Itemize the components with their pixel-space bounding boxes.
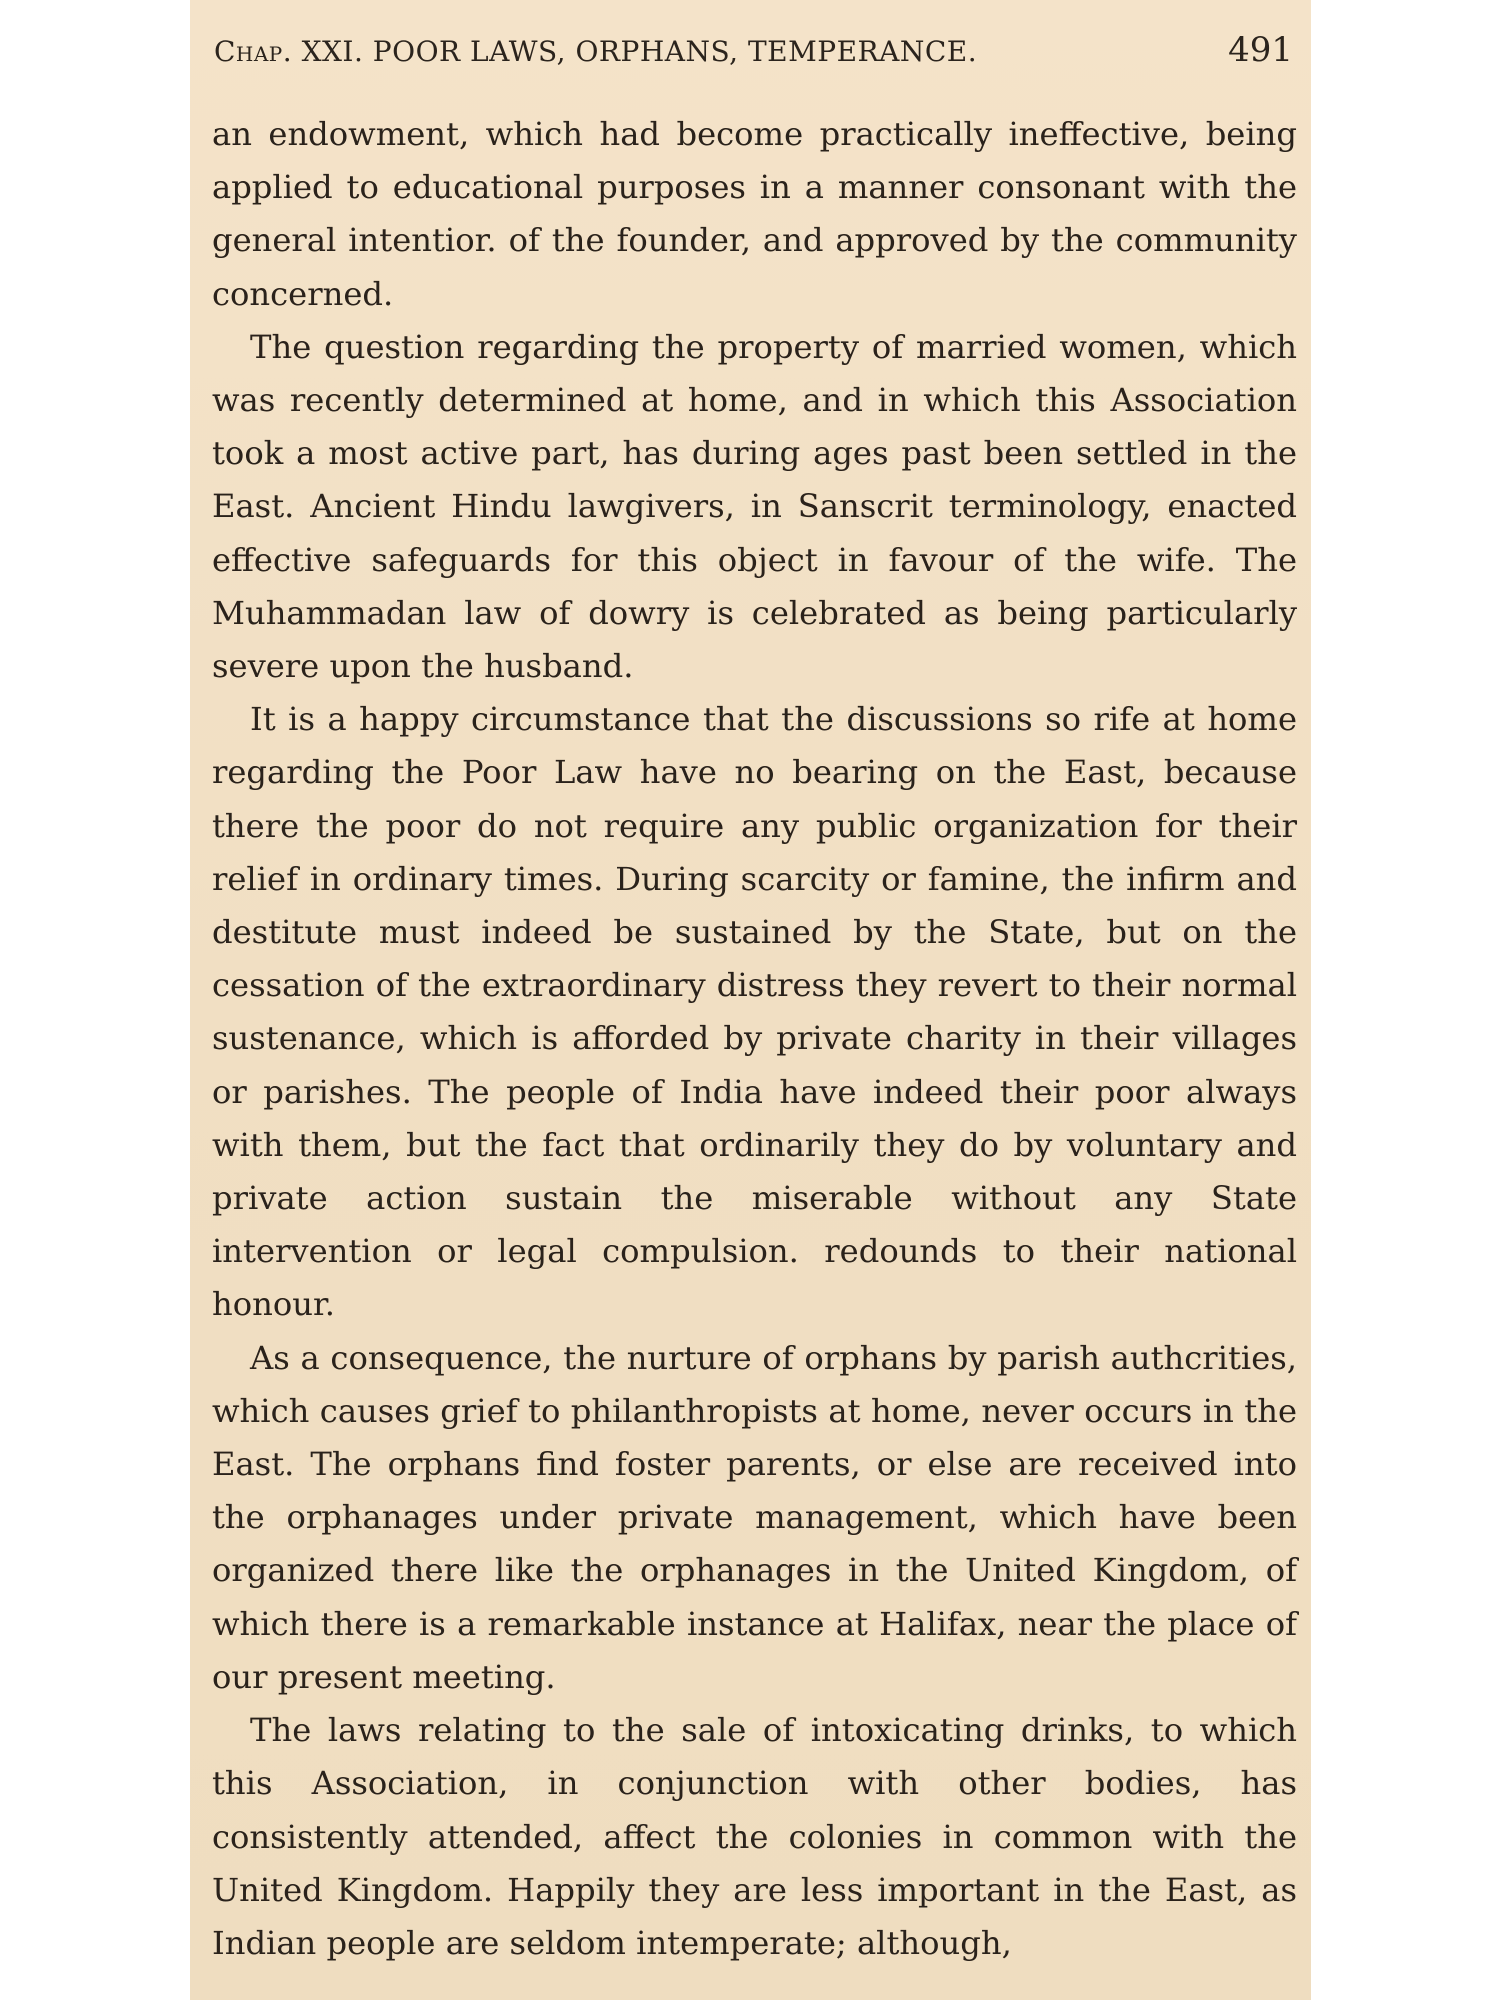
running-title: Chap. XXI. POOR LAWS, ORPHANS, TEMPERANCE.	[214, 35, 978, 68]
paragraph-orphans: As a consequence, the nurture of orphans by parish authcrities, which causes grief to philanthropists at home, never occurs in the East. The orphans find foster parents, or else are received into the orphanages under private management, which have been organized there like the orphanages in the United Kingdom, of which there is a remarkable instance at Halifax, near the place of our present meeting.	[212, 1338, 1297, 1696]
running-head	[214, 30, 1293, 80]
body-text	[212, 108, 1297, 1970]
paragraph-temperance: The laws relating to the sale of intoxicating drinks, to which this Association, in conjunction with other bodies, has consistently attended, affect the colonies in common with the United Kingdom. Happily they are less important in the East, as Indian people are seldom intemperate; although,	[212, 1711, 1297, 1962]
page-number: 491	[1228, 30, 1293, 70]
paragraph-poor-law: It is a happy circumstance that the discussions so rife at home regarding the Poor Law have no bearing on the East, because there the poor do not require any public organization for their relief in ordinary times. During scarcity or famine, the infirm and destitute must indeed be sustained by the State, but on the cessation of the extraordinary distress they revert to their normal sustenance, which is afforded by private charity in their villages or parishes. The people of India have indeed their poor always with them, but the fact that ordinarily they do by voluntary and private action sustain the miserable without any State intervention or legal compulsion. redounds to their national honour.	[212, 700, 1297, 1324]
paragraph-married-women: The question regarding the property of married women, which was recently determined at home, and in which this Association took a most active part, has during ages past been settled in the East. Ancient Hindu lawgivers, in Sanscrit terminology, enacted effective safeguards for this object in favour of the wife. The Muhammadan law of dowry is celebrated as being particularly severe upon the husband.	[212, 327, 1297, 686]
book-page	[190, 0, 1311, 2000]
paragraph-endowment: an endowment, which had become practically ineffective, being applied to educational purposes in a manner consonant with the general intentior. of the founder, and approved by the community concerned.	[212, 115, 1297, 313]
